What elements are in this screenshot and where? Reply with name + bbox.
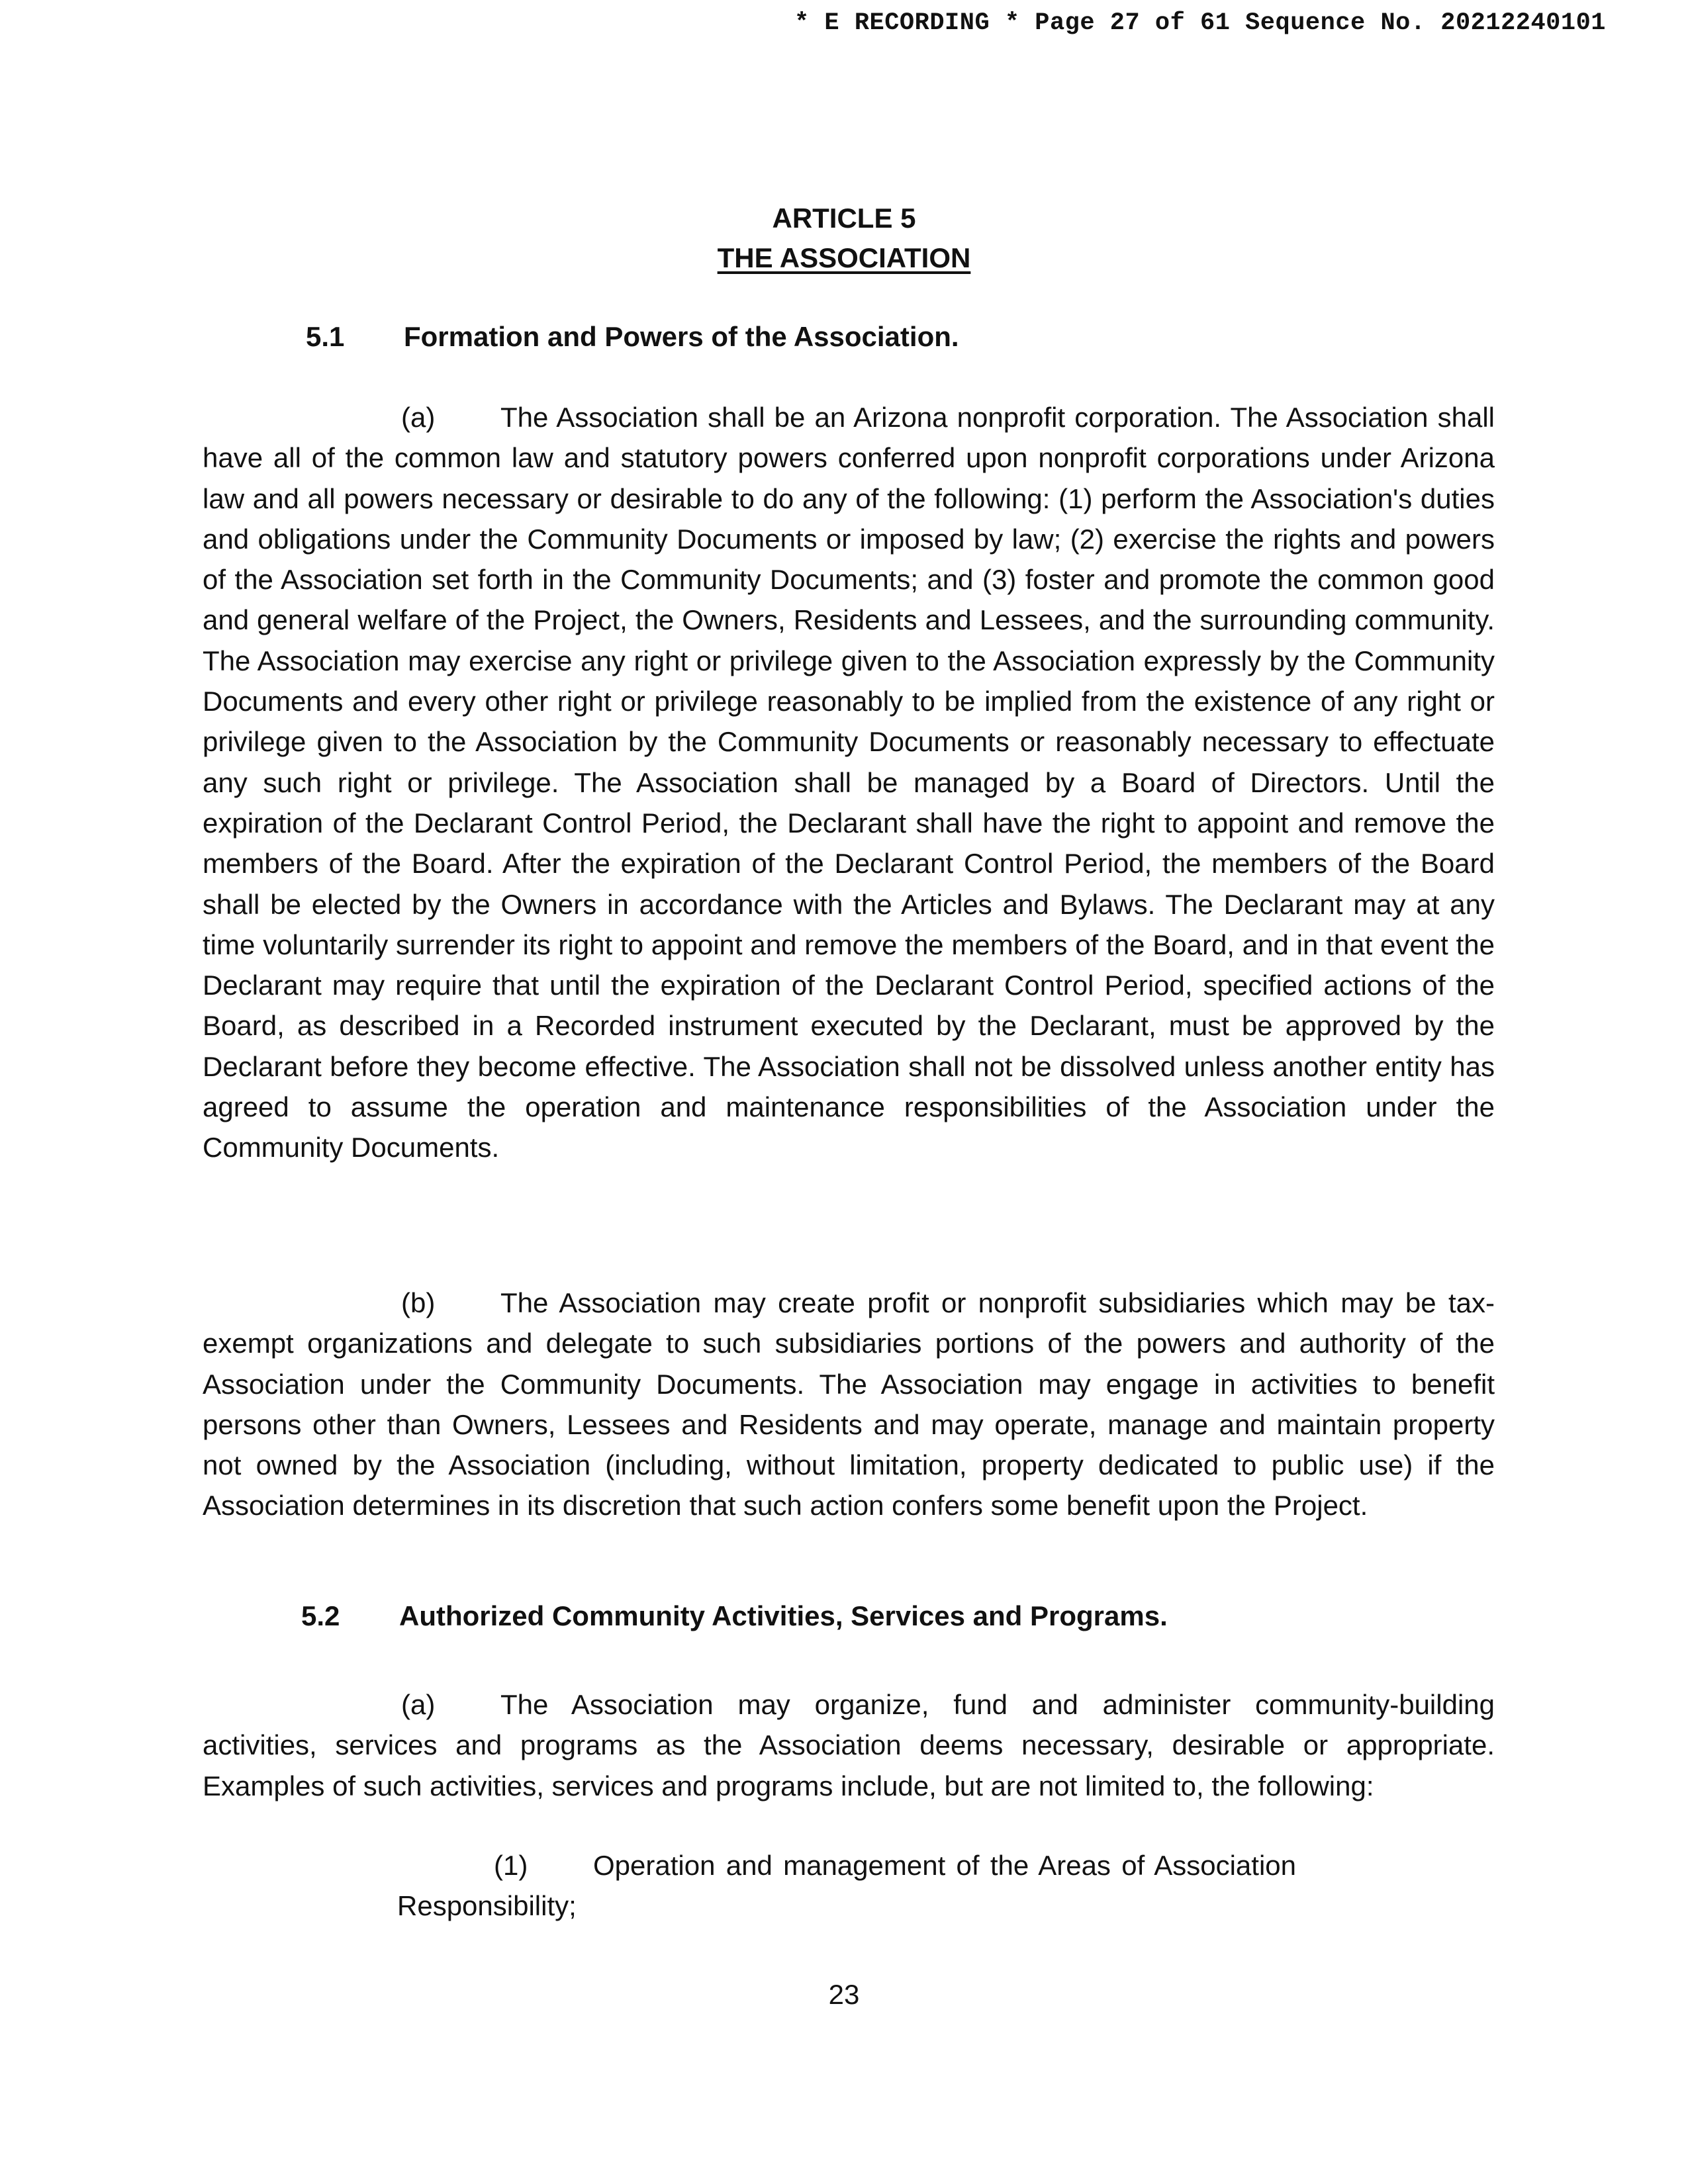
recording-stamp: * E RECORDING * Page 27 of 61 Sequence No. 20212240101: [794, 9, 1606, 37]
paragraph-label: (a): [401, 402, 436, 433]
paragraph-text: The Association shall be an Arizona nonprofit corporation. The Association shall have all of the common law and statutory powers conferred upon nonprofit corporations under Arizona law and all powers necessary or desirable to do any of the following: (1) perform the Association's duties and obligations under the Community Documents or imposed by law; (2) exercise the rights and powers of the Association set forth in the Community Documents; and (3) foster and promote the common good and general welfare of the Project, the Owners, Residents and Lessees, and the surrounding community. The Association may exercise any right or privilege given to the Association expressly by the Community Documents and every other right or privilege reasonably to be implied from the existence of any right or privilege given to the Association by the Community Documents or reasonably necessary to effectuate any such right or privilege. The Association shall be managed by a Board of Directors. Until the expiration of the Declarant Control Period, the Declarant shall have the right to appoint and remove the members of the Board. After the expiration of the Declarant Control Period, the members of the Board shall be elected by the Owners in accordance with the Articles and Bylaws. The Declarant may at any time voluntarily surrender its right to appoint and remove the members of the Board, and in that event the Declarant may require that until the expiration of the Declarant Control Period, specified actions of the Board, as described in a Recorded instrument executed by the Declarant, must be approved by the Declarant before they become effective. The Association shall not be dissolved unless another entity has agreed to assume the operation and maintenance responsibilities of the Association under the Community Documents.: [203, 402, 1495, 1163]
section-number: 5.1: [306, 321, 345, 352]
paragraph-5-2-a: [203, 1684, 1495, 1806]
section-title: Authorized Community Activities, Services and Programs.: [399, 1600, 1168, 1631]
section-title: Formation and Powers of the Association.: [404, 321, 959, 352]
paragraph-5-1-b: [203, 1283, 1495, 1526]
paragraph-text: The Association may organize, fund and administer community-building activities, services and programs as the Association deems necessary, desirable or appropriate. Examples of such activities, services and programs include, but are not limited to, the following:: [203, 1689, 1495, 1801]
paragraph-label: (a): [401, 1689, 436, 1720]
paragraph-5-1-a: [203, 397, 1495, 1168]
section-number: 5.2: [301, 1600, 340, 1631]
paragraph-label: (b): [401, 1287, 436, 1318]
item-text: Operation and management of the Areas of Association Responsibility;: [397, 1850, 1296, 1921]
article-title: THE ASSOCIATION: [717, 242, 971, 273]
section-heading-5-1: [306, 321, 959, 353]
paragraph-text: The Association may create profit or nonprofit subsidiaries which may be tax-exempt organizations and delegate to such subsidiaries portions of the powers and authority of the Association under the Community Documents. The Association may engage in activities to benefit persons other than Owners, Lessees and Residents and may operate, manage and maintain property not owned by the Association (including, without limitation, property dedicated to public use) if the Association determines in its discretion that such action confers some benefit upon the Project.: [203, 1287, 1495, 1522]
item-label: (1): [494, 1850, 528, 1881]
list-item-5-2-a-1: [397, 1845, 1296, 1926]
page-number: 23: [828, 1979, 860, 2010]
article-heading: [0, 199, 1688, 278]
section-heading-5-2: [301, 1600, 1168, 1632]
article-number: ARTICLE 5: [772, 203, 916, 234]
